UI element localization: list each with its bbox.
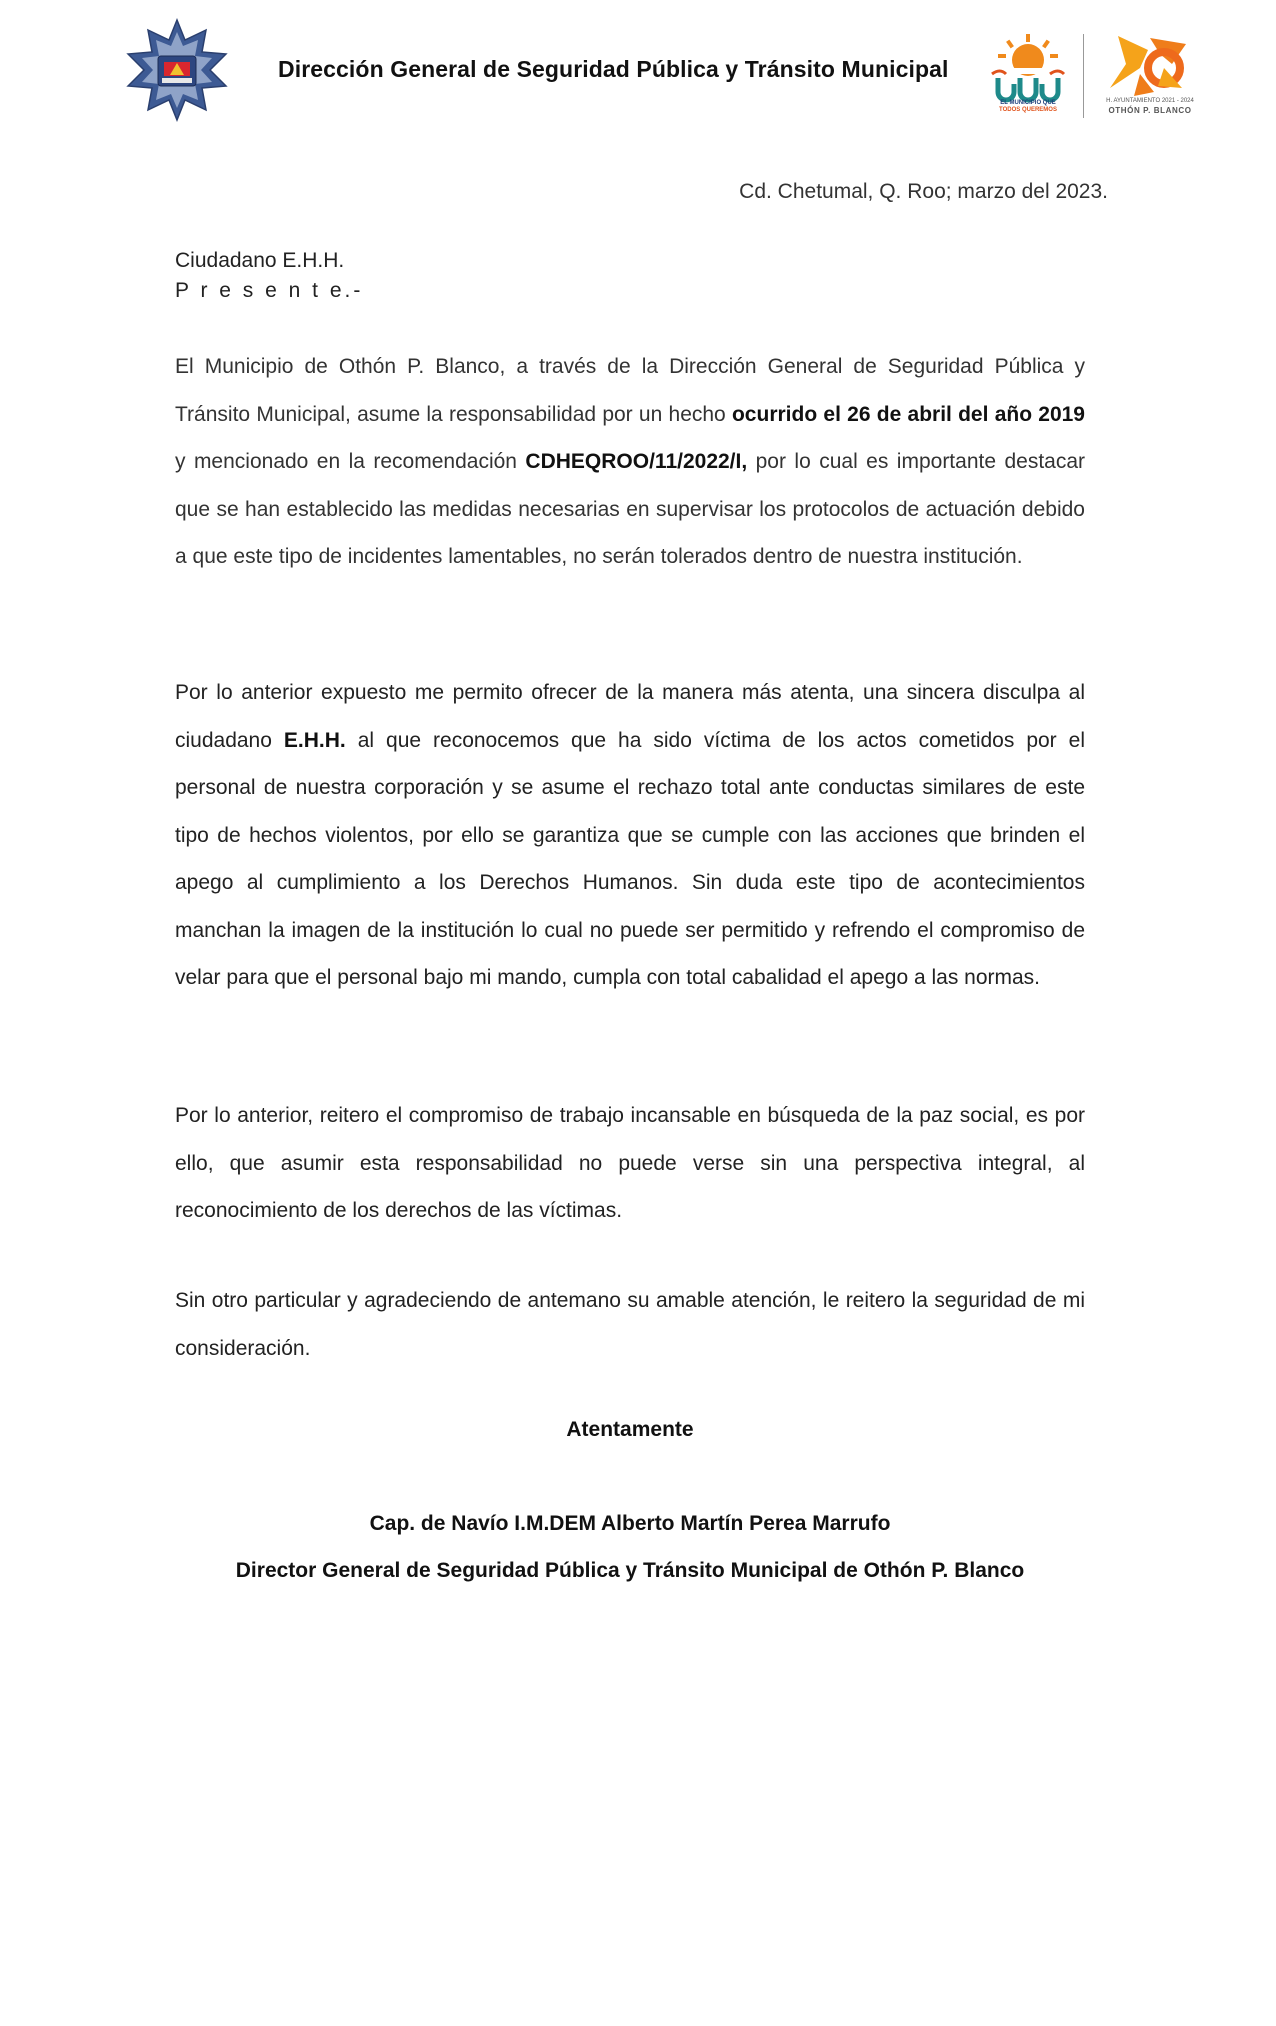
header-title: Dirección General de Seguridad Pública y Tránsito Municipal (278, 56, 949, 82)
logo-divider (1083, 34, 1084, 118)
closing-salutation: Atentamente (566, 1418, 694, 1441)
greeting: P r e s e n t e.- (175, 279, 364, 302)
ayuntamiento-caption-line-1: H. AYUNTAMIENTO 2021 - 2024 (1106, 98, 1194, 104)
paragraph-2 (175, 669, 1085, 1002)
letterhead (0, 0, 1276, 140)
ayuntamiento-caption (1093, 96, 1207, 116)
ayuntamiento-logo-icon (1100, 30, 1200, 102)
paragraph-3: Por lo anterior, reitero el compromiso de trabajo incansable en búsqueda de la paz social, es por ello, que asumir esta responsabilidad no puede verse sin una perspectiva integral, al reconocimiento de los derechos de las víctimas. (175, 1104, 1085, 1222)
recipient-block (175, 246, 363, 306)
signer-title: Director General de Seguridad Pública y Tránsito Municipal de Othón P. Blanco (235, 1559, 1025, 1582)
signer-name: Cap. de Navío I.M.DEM Alberto Martín Perea Marrufo (369, 1512, 891, 1535)
paragraph-2-text-c: al que reconocemos que ha sido víctima de los actos cometidos por el personal de nuestra corporación y se asume el rechazo total ante conductas similares de este tipo de hechos violentos, por ello se garantiza que se cumple con las acciones que brinden el apego al cumplimiento a los Derechos Humanos. Sin duda este tipo de acontecimientos manchan la imagen de la institución lo cual no puede ser permitido y refrendo el compromiso de velar para que el personal bajo mi mando, cumpla con total cabalidad el apego a las normas. (175, 728, 1085, 989)
municipio-caption-line-2: TODOS QUEREMOS (999, 107, 1057, 113)
paragraph-4: Sin otro particular y agradeciendo de antemano su amable atención, le reitero la seguridad de mi consideración. (175, 1289, 1085, 1360)
police-star-badge-icon (118, 18, 236, 122)
recipient-name: Ciudadano E.H.H. (175, 249, 345, 272)
incident-date: ocurrido el 26 de abril del año 2019 (731, 402, 1085, 426)
municipio-caption-line-1: EL MUNICIPIO QUE (1000, 100, 1056, 106)
recommendation-id: CDHEQROO/11/2022/I, (525, 450, 748, 473)
citizen-initials: E.H.H. (283, 728, 346, 752)
paragraph-1-text-a: El Municipio de Othón P. Blanco, a través de la Dirección General de Seguridad Pública y Tránsito Municipal, asume la responsabilidad por un hecho (175, 355, 1085, 426)
letter-date: Cd. Chetumal, Q. Roo; marzo del 2023. (739, 180, 1108, 203)
paragraph-1-text-c: y mencionado en la recomendación (175, 450, 526, 473)
paragraph-2-text-a: Por lo anterior expuesto me permito ofrecer de la manera más atenta, una sincera disculpa al ciudadano (175, 681, 1085, 752)
paragraph-1 (175, 343, 1085, 581)
paragraph-1-text-e: por lo cual es importante destacar que se han establecido las medidas necesarias en supervisar los protocolos de actuación debido a que este tipo de incidentes lamentables, no serán tolerados dentro de nuestra institución. (175, 450, 1086, 568)
ayuntamiento-caption-line-2: OTHÓN P. BLANCO (1108, 106, 1192, 115)
municipio-caption (978, 100, 1078, 114)
